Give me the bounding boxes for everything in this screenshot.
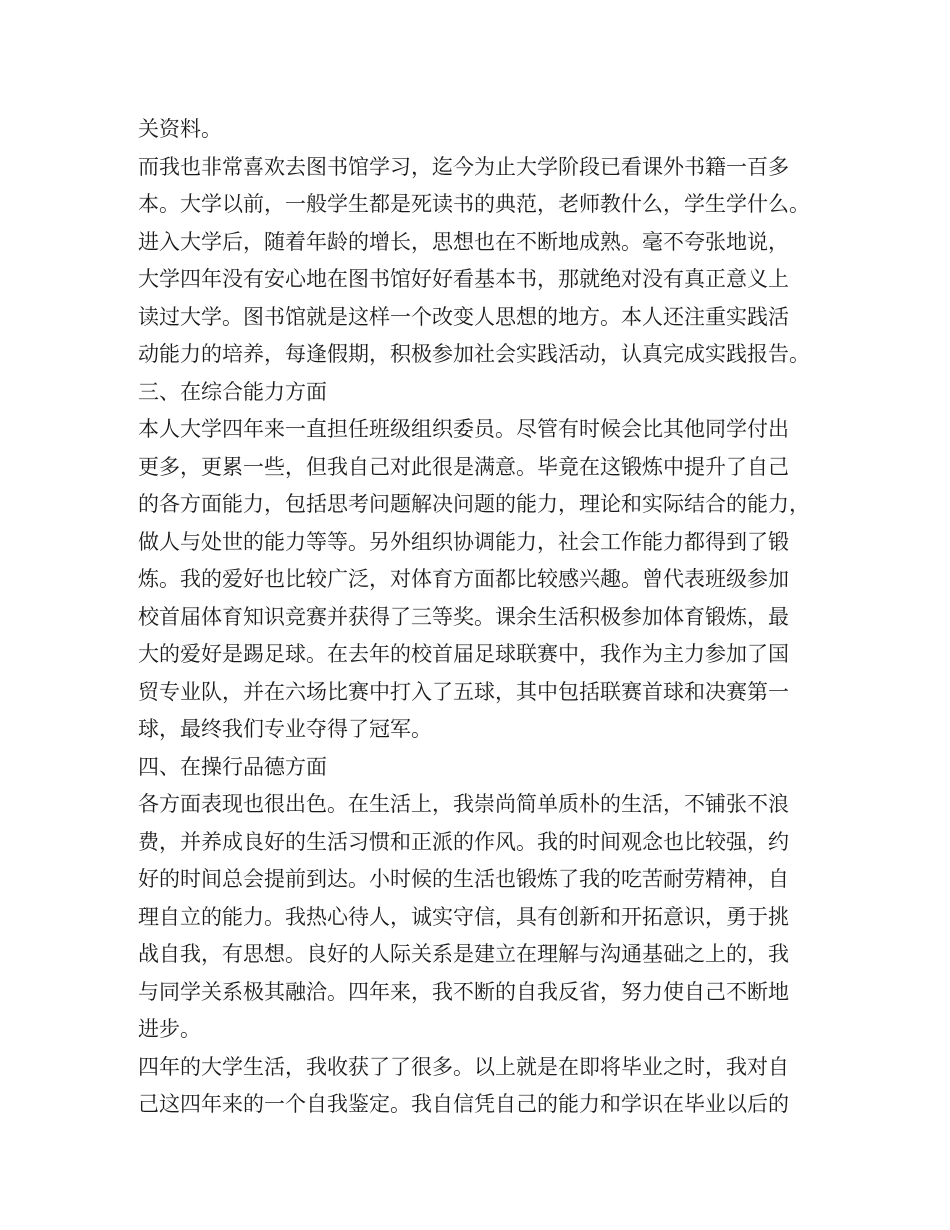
text-line: 动能力的培养，每逢假期，积极参加社会实践活动，认真完成实践报告。: [138, 342, 810, 366]
text-line: 好的时间总会提前到达。小时候的生活也锻炼了我的吃苦耐劳精神，自: [138, 867, 789, 891]
text-line: 理自立的能力。我热心待人，诚实守信，具有创新和开拓意识，勇于挑: [138, 904, 789, 929]
section-heading: 三、在综合能力方面: [138, 379, 327, 404]
text-line: 战自我，有思想。良好的人际关系是建立在理解与沟通基础之上的，我: [138, 942, 789, 966]
text-line: 贸专业队，并在六场比赛中打入了五球，其中包括联赛首球和决赛第一: [138, 679, 789, 704]
text-line: 关资料。: [138, 117, 222, 141]
text-line: 校首届体育知识竞赛并获得了三等奖。课余生活积极参加体育锻炼，最: [138, 604, 789, 629]
text-line: 读过大学。图书馆就是这样一个改变人思想的地方。本人还注重实践活: [138, 304, 789, 329]
text-line: 各方面表现也很出色。在生活上，我崇尚简单质朴的生活，不铺张不浪: [138, 792, 789, 816]
text-line: 的各方面能力，包括思考问题解决问题的能力，理论和实际结合的能力，: [138, 492, 810, 516]
text-line: 本。大学以前，一般学生都是死读书的典范，老师教什么，学生学什么。: [138, 192, 810, 216]
text-line: 己这四年来的一个自我鉴定。我自信凭自己的能力和学识在毕业以后的: [138, 1092, 789, 1116]
text-line: 进步。: [138, 1017, 201, 1041]
text-line: 大学四年没有安心地在图书馆好好看基本书，那就绝对没有真正意义上: [138, 267, 789, 291]
text-line: 费，并养成良好的生活习惯和正派的作风。我的时间观念也比较强，约: [138, 829, 789, 854]
text-line: 而我也非常喜欢去图书馆学习，迄今为止大学阶段已看课外书籍一百多: [138, 154, 789, 179]
document-body: [138, 111, 828, 1124]
section-heading: 四、在操行品德方面: [138, 754, 327, 779]
text-line: 更多，更累一些，但我自己对此很是满意。毕竟在这锻炼中提升了自己: [138, 454, 789, 479]
text-line: 做人与处世的能力等等。另外组织协调能力，社会工作能力都得到了锻: [138, 529, 789, 554]
text-line: 球，最终我们专业夺得了冠军。: [138, 717, 432, 741]
text-line: 进入大学后，随着年龄的增长，思想也在不断地成熟。毫不夸张地说，: [138, 229, 789, 254]
text-line: 大的爱好是踢足球。在去年的校首届足球联赛中，我作为主力参加了国: [138, 642, 789, 666]
text-line: 炼。我的爱好也比较广泛，对体育方面都比较感兴趣。曾代表班级参加: [138, 567, 789, 591]
text-line: 四年的大学生活，我收获了了很多。以上就是在即将毕业之时，我对自: [138, 1054, 789, 1079]
text-line: 与同学关系极其融洽。四年来，我不断的自我反省，努力使自己不断地: [138, 979, 789, 1004]
text-line: 本人大学四年来一直担任班级组织委员。尽管有时候会比其他同学付出: [138, 417, 789, 441]
